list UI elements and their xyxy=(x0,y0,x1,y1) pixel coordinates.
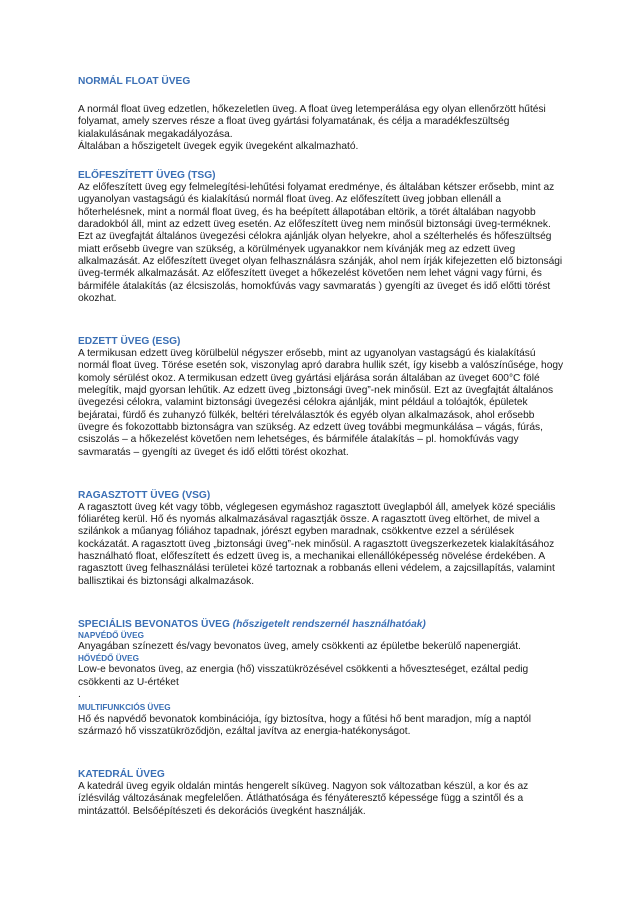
section-heading-esg: EDZETT ÜVEG (ESG) xyxy=(78,336,181,348)
section-body-katedral: A katedrál üveg egyik oldalán mintás hengerelt síküveg. Nagyon sok változatban készül, a kor és az ízlésvilág változásának megfelelően. Átláthatósága és fényáteresztő képessége függ a szintől és a mintázattól. Belsőépítészeti és dekorációs üvegként használják. xyxy=(78,781,529,817)
body-dot: . xyxy=(78,688,81,700)
section-heading-katedral: KATEDRÁL ÜVEG xyxy=(78,769,165,781)
body-napvedo: Anyagában színezett és/vagy bevonatos üveg, amely csökkenti az épületbe bekerülő napenergiát. xyxy=(78,641,521,653)
section-body-normal-2: Általában a hőszigetelt üvegek egyik üvegeként alkalmazható. xyxy=(78,140,359,152)
body-multi: Hő és napvédő bevonatok kombinációja, így biztosítva, hogy a fűtési hő bent maradjon, míg a naptól származó hő visszatükröződjön, ezáltal javítva az energia-hatékonyságot. xyxy=(78,713,532,737)
section-body-tsg: Az előfeszített üveg egy felmelegítési-lehűtési folyamat eredménye, és általában kétszer erősebb, mint az ugyanolyan vastagságú és kialakítású normál float üveg. Az előfeszített üveg jobban ellenáll a hőterhelésnek, mint a normál float üveg, és ha beépített állapotában eltörik, a törét általában nagyobb daradokból áll, mint az edzett üveg esetén. Az előfeszített üveg nem minősül biztonsági üveg-terméknek. Ezt az üvegfajtát általános üvegezési célokra ajánlják olyan helyekre, ahol a szélterhelés és hőfeszültség miatt erősebb üvegre van szükség, a körülmények ugyanakkor nem kívánják meg az edzett üveg alkalmazását. Az előfeszített üveget olyan felhasználásra szánják, ahol nem írják kifejezetten elő biztonsági üveg-termék alkalmazását. Az előfeszített üveget a hőkezelést követően nem lehet vágni vagy fúrni, és bármiféle átalakítás (az élcsiszolás, homokfúvás vagy savmaratás ) gyengíti az üveget és idő előtti törést okozhat. xyxy=(78,182,563,304)
section-body-esg: A termikusan edzett üveg körülbelül négyszer erősebb, mint az ugyanolyan vastagságú és kialakítású normál float üveg. Törése esetén sok, viszonylag apró darabra hullik szét, így kisebb a valószínűsége, hogy komoly sérülést okoz. A termikusan edzett üveg gyártási eljárása során általában az üveget 600°C fölé melegítik, majd gyorsan lehűtik. Az edzett üveg „biztonsági üveg”-nek minősül. Ezt az üvegfajtát általános üvegezési célokra, valamint biztonsági üvegezési célokra ajánlják, mint például a tolóajtók, épületek bejáratai, fürdő és zuhanyzó fülkék, beltéri térelválasztók és egyéb olyan alkalmazások, ahol erősebb üvegre és fokozottabb biztonságra van szükség. Az edzett üveg további megmunkálása – vágás, fúrás, csiszolás – a hőkezelést követően nem lehetséges, és bármiféle átalakítás – pl. homokfúvás vagy savmaratás – gyengíti az üveget és idő előtti törést okozhat. xyxy=(78,348,564,458)
subheading-hovedo: HŐVÉDŐ ÜVEG xyxy=(78,653,139,663)
subheading-napvedo: NAPVÉDŐ ÜVEG xyxy=(78,630,144,640)
section-heading-special-sub: (hőszigetelt rendszernél használhatóak) xyxy=(232,618,426,630)
body-hovedo: Low-e bevonatos üveg, az energia (hő) visszatükrözésével csökkenti a hőveszteséget, ezáltal pedig csökkenti az U-értéket xyxy=(78,664,529,688)
section-heading-tsg: ELŐFESZÍTETT ÜVEG (TSG) xyxy=(78,170,216,182)
section-body-vsg: A ragasztott üveg két vagy több, véglegesen egymáshoz ragasztott üveglapból áll, amelyek közé speciális fóliaréteg kerül. Hő és nyomás alkalmazásával ragasztják össze. A ragasztott üveg eltörhet, de mivel a szilánkok a műanyag fóliához tapadnak, jórészt egyben maradnak, csökkentve ezzel a sérülések kockázatát. A ragasztott üveg „biztonsági üveg”-nek minősül. A ragasztott üvegszerkezetek kialakításához használható float, előfeszített és edzett üveg is, a mechanikai ellenállóképesség növelése érdekében. A ragasztott üveg felhasználási területei közé tartoznak a robbanás elleni védelem, a zajcsillapítás, valamint ballisztikai és biztonsági alkalmazások. xyxy=(78,501,556,587)
section-heading-vsg: RAGASZTOTT ÜVEG (VSG) xyxy=(78,489,211,501)
subheading-multi: MULTIFUNKCIÓS ÜVEG xyxy=(78,703,171,713)
section-heading-special-title: SPECIÁLIS BEVONATOS ÜVEG xyxy=(78,618,230,630)
section-heading-normal: NORMÁL FLOAT ÜVEG xyxy=(78,76,191,87)
section-heading-special xyxy=(78,618,568,631)
document-content xyxy=(78,72,568,818)
section-body-normal: A normál float üveg edzetlen, hőkezeletlen üveg. A float üveg letemperálása egy olyan ellenőrzött hűtési folyamat, amely szerves része a float üveg gyártási folyamatának, és célja a maradékfeszültség kialakulásának megakadályozása. xyxy=(78,104,546,140)
